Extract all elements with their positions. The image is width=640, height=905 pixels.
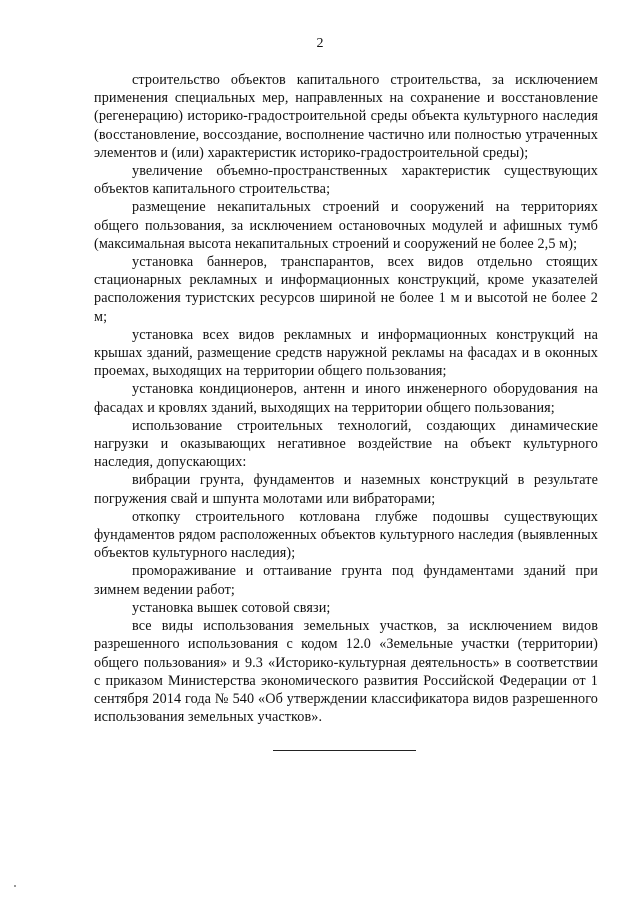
paragraph-excavation: откопку строительного котлована глубже подошвы существующих фундаментов рядом расположенных объектов культурного наследия (выявленных объектов культурного наследия);: [94, 508, 598, 562]
paragraph-freezing: промораживание и оттаивание грунта под фундаментами зданий при зимнем ведении работ;: [94, 563, 598, 598]
paragraph-temporary-structures: размещение некапитальных строений и сооружений на территориях общего пользования, за исключением остановочных модулей и афишных тумб (максимальная высота некапитальных строений и сооружений не более 2,5 м);: [94, 199, 598, 252]
scan-artifact: [14, 885, 16, 887]
paragraph-vibration: вибрации грунта, фундаментов и наземных конструкций в результате погружения свай и шпунта молотами или вибраторами;: [94, 472, 598, 507]
end-of-text-rule: [273, 750, 416, 751]
paragraph-advertising: установка всех видов рекламных и информационных конструкций на крышах зданий, размещение средств наружной рекламы на фасадах и в оконных проемах, выходящих на территории общего пользования;: [94, 326, 598, 380]
paragraph-air-conditioners: установка кондиционеров, антенн и иного инженерного оборудования на фасадах и кровлях зданий, выходящих на территории общего пользования;: [94, 381, 598, 416]
paragraph-volume-increase: увеличение объемно-пространственных характеристик существующих объектов капитального строительства;: [94, 163, 598, 198]
page-number: 2: [316, 36, 324, 51]
paragraph-land-use: все виды использования земельных участков, за исключением видов разрешенного использования с кодом 12.0 «Земельные участки (территории) общего пользования» и 9.3 «Историко-культурная деятельность» в соответствии с приказом Министерства экономического развития Российской Федерации от 1 сентября 2014 года № 540 «Об утверждении классификатора видов разрешенного использования земельных участков».: [94, 618, 598, 726]
document-body: [94, 71, 598, 726]
paragraph-construction-ban: строительство объектов капитального строительства, за исключением применения специальных мер, направленных на сохранение и восстановление (регенерацию) историко-градостроительной среды объекта культурного наследия (восстановление, воссоздание, восполнение частично или полностью утраченных элементов и (или) характеристик историко-градостроительной среды);: [94, 72, 598, 161]
paragraph-banners: установка баннеров, транспарантов, всех видов отдельно стоящих стационарных рекламных и информационных конструкций, кроме указателей расположения туристских ресурсов шириной не более 1 м и высотой не более 2 м;: [94, 254, 598, 325]
paragraph-cell-towers: установка вышек сотовой связи;: [132, 599, 331, 616]
paragraph-construction-tech: использование строительных технологий, создающих динамические нагрузки и оказывающих негативное воздействие на объект культурного наследия, допускающих:: [94, 417, 598, 471]
